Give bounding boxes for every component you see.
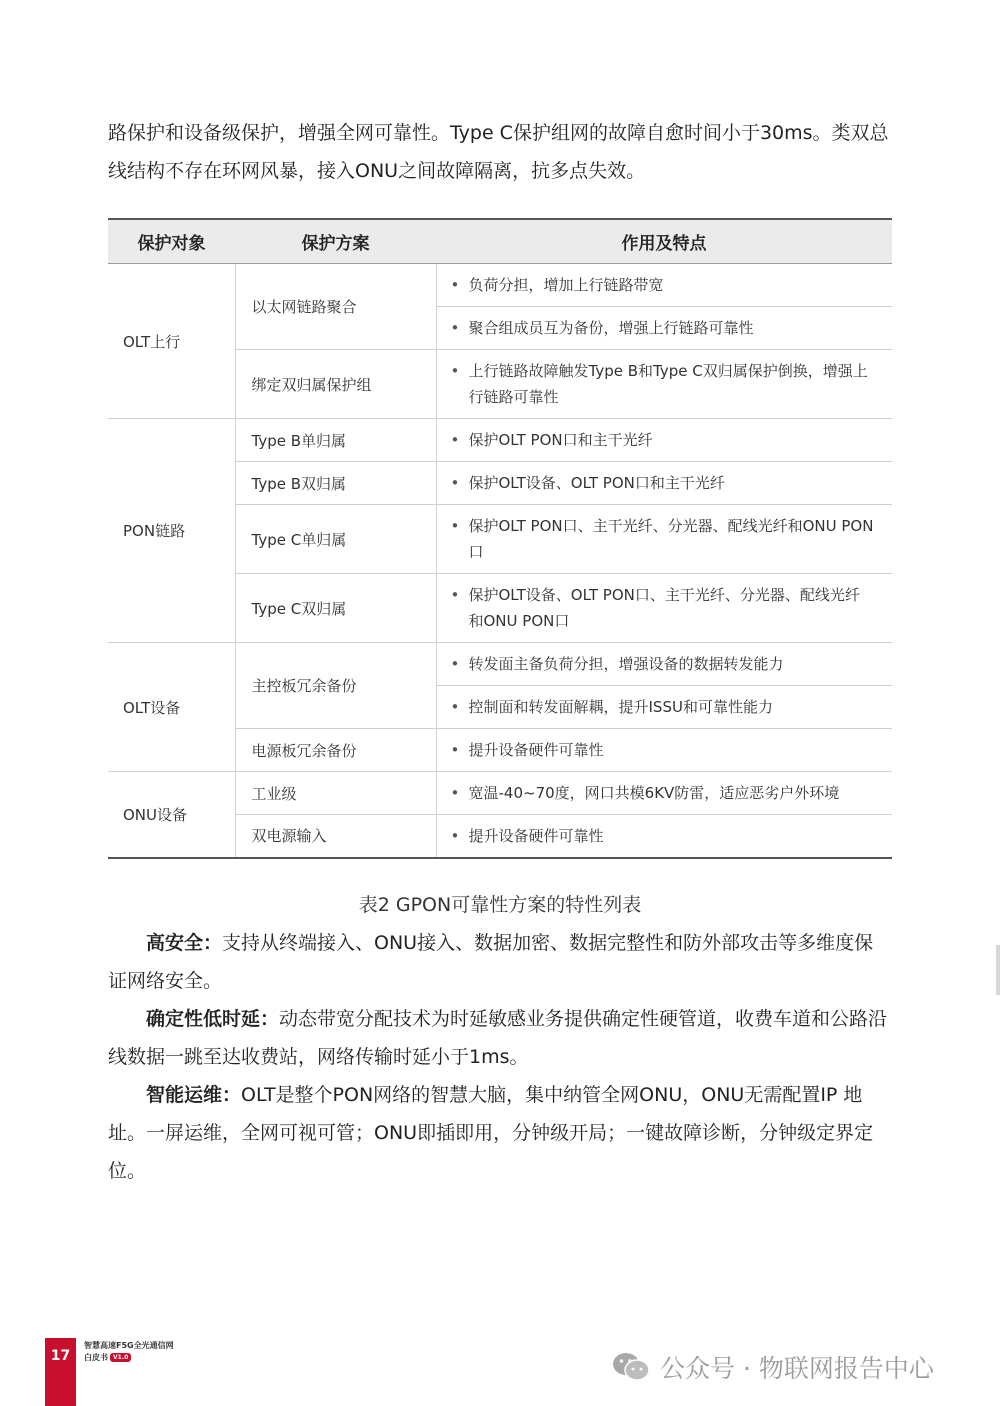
- scheme-cell: Type C单归属: [235, 505, 436, 574]
- scheme-cell: 主控板冗余备份: [235, 643, 436, 729]
- intro-paragraph: 路保护和设备级保护，增强全网可靠性。Type C保护组网的故障自愈时间小于30ms。类双总线结构不存在环网风暴，接入ONU之间故障隔离，抗多点失效。: [108, 122, 889, 182]
- bullet-icon: •: [450, 784, 460, 802]
- paragraph-lead: 高安全：: [146, 932, 223, 954]
- feature-cell: [436, 505, 892, 574]
- object-cell: OLT设备: [108, 643, 235, 772]
- header-scheme: 保护方案: [235, 219, 436, 264]
- table-row: [108, 772, 892, 815]
- scheme-cell: Type C双归属: [235, 574, 436, 643]
- bullet-icon: •: [450, 698, 460, 716]
- scheme-cell: 双电源输入: [235, 815, 436, 858]
- header-object: 保护对象: [108, 219, 235, 264]
- paragraph-operations: [108, 1076, 892, 1190]
- watermark: [612, 1345, 934, 1389]
- scheme-cell: 绑定双归属保护组: [235, 350, 436, 419]
- feature-cell: [436, 350, 892, 419]
- feature-text: 负荷分担，增加上行链路带宽: [468, 276, 664, 294]
- bullet-icon: •: [450, 741, 460, 759]
- feature-cell: [436, 462, 892, 505]
- table-caption: 表2 GPON可靠性方案的特性列表: [358, 894, 642, 916]
- scheme-cell: Type B单归属: [235, 419, 436, 462]
- paragraph-lead: 智能运维：: [146, 1084, 242, 1106]
- scheme-cell: Type B双归属: [235, 462, 436, 505]
- object-cell: OLT上行: [108, 264, 235, 419]
- feature-cell: [436, 419, 892, 462]
- feature-cell: [436, 643, 892, 686]
- footer-doc-subtitle: [84, 1352, 131, 1363]
- header-feature: 作用及特点: [436, 219, 892, 264]
- scheme-cell: 工业级: [235, 772, 436, 815]
- feature-cell: [436, 729, 892, 772]
- feature-cell: [436, 772, 892, 815]
- table-row: [108, 264, 892, 307]
- feature-text: 宽温-40~70度，网口共模6KV防雷，适应恶劣户外环境: [468, 784, 840, 802]
- feature-text: 上行链路故障触发Type B和Type C双归属保护倒换，增强上行链路可靠性: [468, 362, 868, 406]
- scheme-cell: 电源板冗余备份: [235, 729, 436, 772]
- object-cell: PON链路: [108, 419, 235, 643]
- feature-text: 保护OLT PON口和主干光纤: [468, 431, 653, 449]
- feature-cell: [436, 264, 892, 307]
- feature-text: 保护OLT设备、OLT PON口、主干光纤、分光器、配线光纤和ONU PON口: [468, 586, 860, 630]
- feature-text: 控制面和转发面解耦，提升ISSU和可靠性能力: [468, 698, 773, 716]
- bullet-icon: •: [450, 276, 460, 294]
- table-row: [108, 643, 892, 686]
- feature-text: 转发面主备负荷分担，增强设备的数据转发能力: [468, 655, 784, 673]
- reliability-table: [108, 218, 892, 859]
- bullet-icon: •: [450, 517, 460, 535]
- page-number: 17: [45, 1338, 76, 1406]
- bullet-icon: •: [450, 826, 460, 845]
- bullet-icon: •: [450, 431, 460, 449]
- paragraph-text: 支持从终端接入、ONU接入、数据加密、数据完整性和防外部攻击等多维度保证网络安全。: [108, 932, 874, 992]
- feature-text: 提升设备硬件可靠性: [468, 741, 604, 759]
- feature-text: 聚合组成员互为备份，增强上行链路可靠性: [468, 319, 754, 337]
- feature-cell: [436, 815, 892, 858]
- version-badge: V1.0: [110, 1353, 131, 1362]
- feature-cell: [436, 574, 892, 643]
- bullet-icon: •: [450, 586, 460, 604]
- paragraph-text: OLT是整个PON网络的智慧大脑，集中纳管全网ONU，ONU无需配置IP 地址。一屏运维，全网可视可管；ONU即插即用，分钟级开局；一键故障诊断，分钟级定界定位。: [108, 1084, 874, 1182]
- feature-text: 保护OLT PON口、主干光纤、分光器、配线光纤和ONU PON口: [468, 517, 874, 561]
- table-header-row: [108, 219, 892, 264]
- footer-doc-title: 智慧高速F5G全光通信网: [84, 1341, 174, 1350]
- paragraph-text: 动态带宽分配技术为时延敏感业务提供确定性硬管道，收费车道和公路沿线数据一跳至达收费站，网络传输时延小于1ms。: [108, 1008, 888, 1068]
- bullet-icon: •: [450, 319, 460, 337]
- bullet-icon: •: [450, 655, 460, 673]
- paragraph-latency: [108, 1000, 892, 1076]
- bullet-icon: •: [450, 474, 460, 492]
- feature-text: 提升设备硬件可靠性: [468, 826, 604, 845]
- paragraph-lead: 确定性低时延：: [146, 1008, 280, 1030]
- feature-text: 保护OLT设备、OLT PON口和主干光纤: [468, 474, 725, 492]
- object-cell: ONU设备: [108, 772, 235, 858]
- footer-sub-text: 白皮书: [84, 1353, 108, 1362]
- table-row: [108, 419, 892, 462]
- paragraph-security: [108, 924, 892, 1000]
- feature-cell: [436, 686, 892, 729]
- wechat-icon: [612, 1351, 650, 1383]
- watermark-text: 公众号 · 物联网报告中心: [660, 1354, 934, 1383]
- scheme-cell: 以太网链路聚合: [235, 264, 436, 350]
- feature-cell: [436, 307, 892, 350]
- bullet-icon: •: [450, 362, 460, 380]
- edge-divider: [996, 945, 1000, 995]
